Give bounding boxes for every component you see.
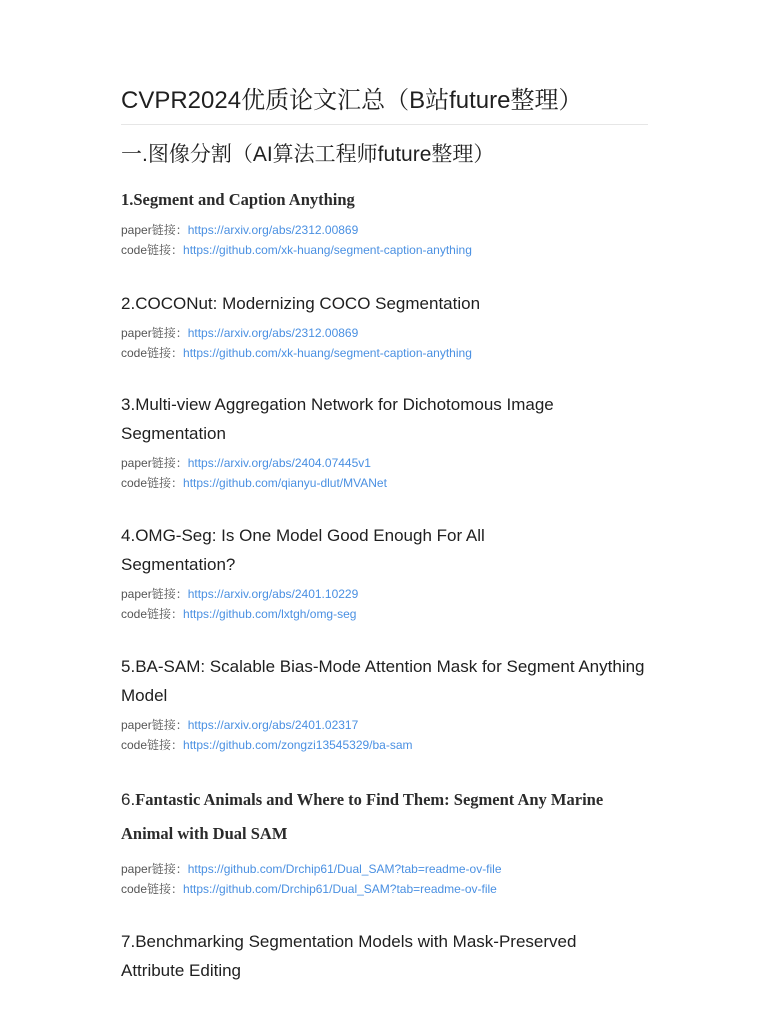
paper-title: [121, 652, 648, 710]
paper-link-row: [121, 859, 648, 879]
paper-title: [121, 289, 648, 318]
code-link-row: [121, 604, 648, 624]
paper-title-text: Segment and Caption Anything: [133, 190, 355, 209]
paper-link-row: [121, 220, 648, 240]
code-link-row: [121, 473, 648, 493]
paper-title-text: Benchmarking Segmentation Models with Mask-Preserved Attribute Editing: [121, 932, 577, 980]
paper-link[interactable]: https://arxiv.org/abs/2312.00869: [187, 326, 359, 340]
paper-title: [121, 390, 648, 448]
paper-number: 1.: [121, 190, 134, 209]
paper-links: [121, 220, 648, 260]
paper-title-text: Multi-view Aggregation Network for Dichotomous Image Segmentation: [121, 395, 554, 443]
paper-number: 3.: [121, 395, 136, 414]
code-link-label: code链接：: [121, 738, 184, 752]
paper-entry-7: [121, 927, 648, 985]
paper-links: [121, 584, 648, 624]
paper-links: [121, 859, 648, 899]
paper-entry-4: [121, 521, 648, 624]
code-link-label: code链接：: [121, 476, 184, 490]
paper-link-row: [121, 715, 648, 735]
paper-links: [121, 323, 648, 363]
paper-title: [121, 783, 621, 851]
paper-link-label: paper链接：: [121, 326, 188, 340]
paper-entry-1: [121, 186, 648, 260]
code-link[interactable]: https://github.com/zongzi13545329/ba-sam: [183, 738, 413, 752]
code-link-label: code链接：: [121, 346, 184, 360]
paper-link[interactable]: https://arxiv.org/abs/2404.07445v1: [187, 456, 371, 470]
code-link-row: [121, 240, 648, 260]
paper-title-text: Fantastic Animals and Where to Find Them: Segment Any Marine Animal with Dual SAM: [121, 790, 604, 843]
code-link-row: [121, 735, 648, 755]
paper-number: 2.: [121, 294, 136, 313]
code-link-label: code链接：: [121, 243, 184, 257]
paper-title: [121, 521, 541, 579]
paper-link[interactable]: https://arxiv.org/abs/2401.10229: [187, 587, 359, 601]
paper-entry-5: [121, 652, 648, 755]
code-link-label: code链接：: [121, 607, 184, 621]
paper-link-row: [121, 453, 648, 473]
code-link[interactable]: https://github.com/Drchip61/Dual_SAM?tab=readme-ov-file: [183, 882, 497, 896]
paper-title: [121, 186, 648, 214]
code-link[interactable]: https://github.com/qianyu-dlut/MVANet: [183, 476, 387, 490]
paper-number: 7.: [121, 932, 136, 951]
paper-link-label: paper链接：: [121, 718, 188, 732]
section-title: 一.图像分割（AI算法工程师future整理）: [121, 143, 495, 166]
paper-link-row: [121, 323, 648, 343]
code-link[interactable]: https://github.com/xk-huang/segment-caption-anything: [183, 346, 472, 360]
title-divider: [121, 124, 648, 125]
paper-link-row: [121, 584, 648, 604]
paper-links: [121, 453, 648, 493]
code-link-row: [121, 343, 648, 363]
paper-link[interactable]: https://arxiv.org/abs/2401.02317: [187, 718, 359, 732]
code-link-row: [121, 879, 648, 899]
code-link[interactable]: https://github.com/xk-huang/segment-caption-anything: [183, 243, 472, 257]
paper-link-label: paper链接：: [121, 223, 188, 237]
code-link-label: code链接：: [121, 882, 184, 896]
paper-link[interactable]: https://github.com/Drchip61/Dual_SAM?tab=readme-ov-file: [187, 862, 502, 876]
paper-link-label: paper链接：: [121, 456, 188, 470]
paper-link[interactable]: https://arxiv.org/abs/2312.00869: [187, 223, 359, 237]
paper-entry-6: [121, 783, 648, 899]
paper-entry-3: [121, 390, 648, 493]
paper-number: 4.: [121, 526, 136, 545]
paper-links: [121, 715, 648, 755]
paper-title: [121, 927, 636, 985]
paper-number: 6.: [121, 790, 136, 809]
paper-number: 5.: [121, 657, 136, 676]
paper-title-text: OMG-Seg: Is One Model Good Enough For All Segmentation?: [121, 526, 485, 574]
paper-title-text: COCONut: Modernizing COCO Segmentation: [135, 294, 481, 313]
document-title: CVPR2024优质论文汇总（B站future整理）: [121, 87, 583, 114]
paper-entry-2: [121, 289, 648, 363]
paper-link-label: paper链接：: [121, 862, 188, 876]
paper-link-label: paper链接：: [121, 587, 188, 601]
paper-title-text: BA-SAM: Scalable Bias-Mode Attention Mask for Segment Anything Model: [121, 657, 645, 705]
code-link[interactable]: https://github.com/lxtgh/omg-seg: [183, 607, 357, 621]
